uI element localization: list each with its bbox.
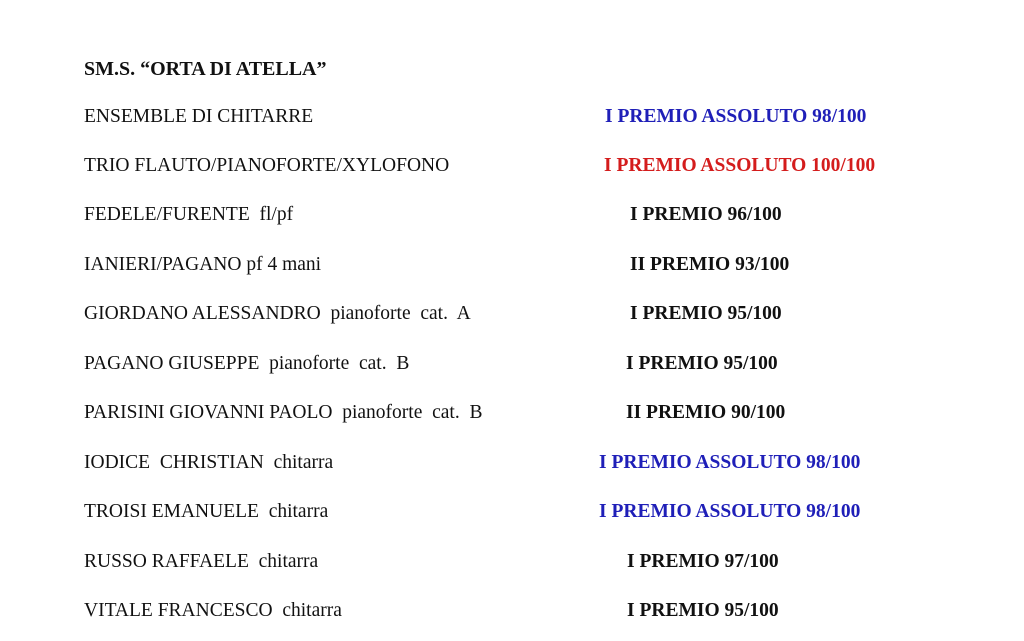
entry-row: [0, 549, 1024, 575]
entry-result: I PREMIO ASSOLUTO 100/100: [604, 155, 876, 176]
entry-row: [0, 153, 1024, 179]
entry-row: [0, 450, 1024, 476]
entry-name: PARISINI GIOVANNI PAOLO pianoforte cat. B: [84, 402, 483, 423]
entry-name: TRIO FLAUTO/PIANOFORTE/XYLOFONO: [84, 155, 450, 176]
entry-result: I PREMIO ASSOLUTO 98/100: [599, 501, 861, 522]
document-title: SM.S. “ORTA DI ATELLA”: [84, 58, 327, 80]
entry-result: I PREMIO 97/100: [627, 551, 779, 572]
entry-name: ENSEMBLE DI CHITARRE: [84, 106, 314, 127]
entry-name: FEDELE/FURENTE fl/pf: [84, 204, 294, 225]
entry-result: II PREMIO 90/100: [626, 402, 786, 423]
entry-name: GIORDANO ALESSANDRO pianoforte cat. A: [84, 303, 471, 324]
entry-result: I PREMIO ASSOLUTO 98/100: [599, 452, 861, 473]
entry-row: [0, 202, 1024, 228]
entry-row: [0, 301, 1024, 327]
entry-result: II PREMIO 93/100: [630, 254, 790, 275]
entry-name: PAGANO GIUSEPPE pianoforte cat. B: [84, 353, 410, 374]
entry-row: [0, 104, 1024, 130]
entry-name: TROISI EMANUELE chitarra: [84, 501, 329, 522]
entry-result: I PREMIO ASSOLUTO 98/100: [605, 106, 867, 127]
entry-name: IODICE CHRISTIAN chitarra: [84, 452, 334, 473]
entry-result: I PREMIO 95/100: [627, 600, 779, 621]
entry-name: IANIERI/PAGANO pf 4 mani: [84, 254, 322, 275]
entry-name: RUSSO RAFFAELE chitarra: [84, 551, 319, 572]
entry-result: I PREMIO 95/100: [626, 353, 778, 374]
entry-name: VITALE FRANCESCO chitarra: [84, 600, 342, 621]
entry-row: [0, 598, 1024, 624]
entry-row: [0, 351, 1024, 377]
entry-result: I PREMIO 96/100: [630, 204, 782, 225]
entry-row: [0, 252, 1024, 278]
entry-result: I PREMIO 95/100: [630, 303, 782, 324]
entry-row: [0, 499, 1024, 525]
entry-row: [0, 400, 1024, 426]
